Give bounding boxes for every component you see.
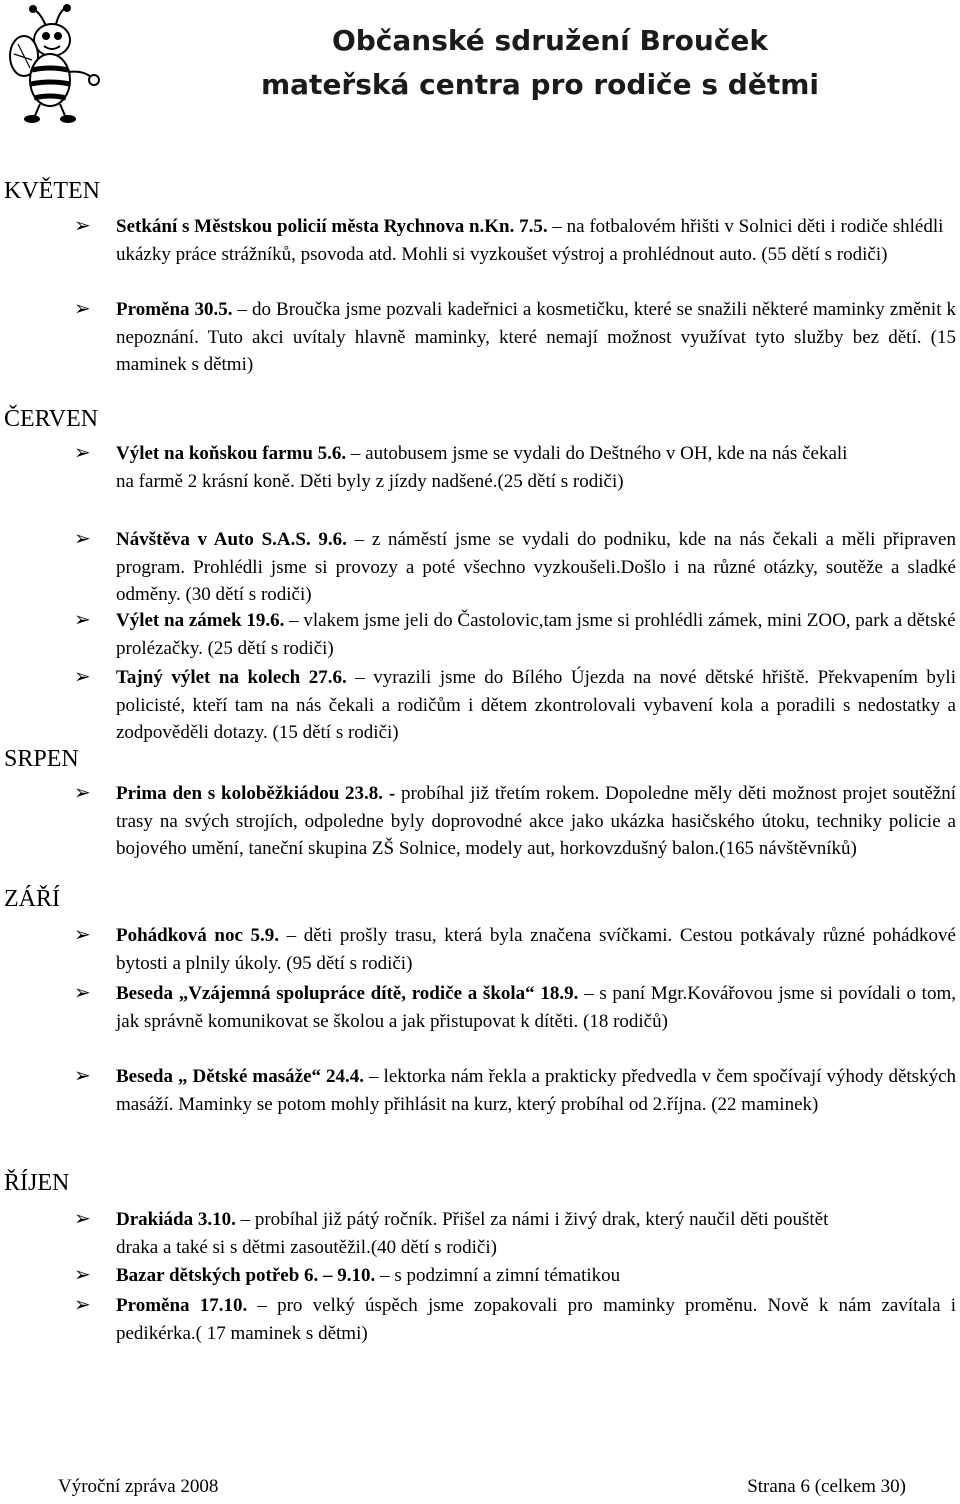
arrow-bullet-icon: ➢	[74, 607, 91, 631]
arrow-bullet-icon: ➢	[74, 1206, 91, 1230]
item-text: Proměna 17.10. – pro velký úspěch jsme zopakovali pro maminky proměnu. Nově k nám zavítala i pedikérka.( 17 maminek s dětmi)	[116, 1295, 956, 1344]
arrow-bullet-icon: ➢	[74, 440, 91, 464]
item-text: Setkání s Městskou policií města Rychnova n.Kn. 7.5. – na fotbalovém hřišti v Solnici děti i rodiče shlédli ukázky práce strážníků, psovoda atd. Mohli si vyzkoušet výstroj a prohlédnout auto. (55 dětí s rodiči)	[116, 216, 944, 265]
arrow-bullet-icon: ➢	[74, 980, 91, 1004]
arrow-bullet-icon: ➢	[74, 213, 91, 237]
arrow-bullet-icon: ➢	[74, 780, 91, 804]
arrow-bullet-icon: ➢	[74, 1292, 91, 1316]
month-heading-august: SRPEN	[4, 746, 79, 772]
item-text: Beseda „Vzájemná spolupráce dítě, rodiče a škola“ 18.9. – s paní Mgr.Kovářovou jsme si povídali o tom, jak správně komunikovat se školou a jak přistupovat k dítěti. (18 rodičů)	[116, 983, 956, 1032]
header-subtitle: mateřská centra pro rodiče s dětmi	[260, 68, 819, 101]
arrow-bullet-icon: ➢	[74, 1063, 91, 1087]
footer-report-title: Výroční zpráva 2008	[58, 1476, 219, 1497]
item-text: Návštěva v Auto S.A.S. 9.6. – z náměstí jsme se vydali do podniku, kde na nás čekali a měli připraven program. Prohlédli jsme si provozy a poté všechno vyzkoušeli.Došlo i na různé otázky, soutěže a sladké odměny. (30 dětí s rodiči)	[116, 529, 956, 605]
item-text: Výlet na zámek 19.6. – vlakem jsme jeli do Častolovic,tam jsme si prohlédli zámek, mini ZOO, park a dětské prolézačky. (25 dětí s rodiči)	[116, 610, 956, 659]
month-heading-may: KVĚTEN	[4, 178, 100, 204]
month-heading-june: ČERVEN	[4, 406, 99, 432]
month-heading-october: ŘÍJEN	[4, 1170, 70, 1196]
arrow-bullet-icon: ➢	[74, 1262, 91, 1286]
bee-logo	[4, 4, 114, 124]
item-text: Proměna 30.5. – do Broučka jsme pozvali kadeřnici a kosmetičku, které se snažili některé maminky změnit k nepoznání. Tuto akci uvítaly hlavně maminky, které nemají možnost využívat tyto služby bez dětí. (15 maminek s dětmi)	[116, 299, 956, 375]
item-text: Prima den s koloběžkiádou 23.8. - probíhal již třetím rokem. Dopoledne měly děti možnost projet soutěžní trasy na svých strojích, odpoledne byly doprovodné akce jako ukázka hasičského útoku, techniky policie a bojového umění, taneční skupina ZŠ Solnice, modely aut, horkovzdušný balon.(165 návštěvníků)	[116, 783, 956, 859]
item-text: Tajný výlet na kolech 27.6. – vyrazili jsme do Bílého Újezda na nové dětské hřiště. Překvapením byli policisté, kteří tam na nás čekali a rodičům i dětem zkontrolovali vybavení kola a poradili s nedostatky a zodpověděli dotazy. (15 dětí s rodiči)	[116, 667, 956, 743]
item-text: Výlet na koňskou farmu 5.6. – autobusem jsme se vydali do Deštného v OH, kde na nás čekali na farmě 2 krásní koně. Děti byly z jízdy nadšené.(25 dětí s rodiči)	[116, 443, 848, 492]
month-heading-september: ZÁŘÍ	[4, 886, 60, 912]
arrow-bullet-icon: ➢	[74, 922, 91, 946]
item-text: Bazar dětských potřeb 6. – 9.10. – s podzimní a zimní tématikou	[116, 1265, 621, 1286]
item-text: Drakiáda 3.10. – probíhal již pátý ročník. Přišel za námi i živý drak, který naučil děti pouštět draka a také si s dětmi zasoutěžil.(40 dětí s rodiči)	[116, 1209, 829, 1258]
item-text: Beseda „ Dětské masáže“ 24.4. – lektorka nám řekla a prakticky předvedla v čem spočívají výhody dětských masáží. Maminky se potom mohly přihlásit na kurz, který probíhal od 2.října. (22 maminek)	[116, 1066, 957, 1115]
header-title: Občanské sdružení Brouček	[331, 24, 769, 57]
arrow-bullet-icon: ➢	[74, 664, 91, 688]
arrow-bullet-icon: ➢	[74, 296, 91, 320]
item-text: Pohádková noc 5.9. – děti prošly trasu, která byla značena svíčkami. Cestou potkávaly různé pohádkové bytosti a plnily úkoly. (95 dětí s rodiči)	[116, 925, 956, 974]
arrow-bullet-icon: ➢	[74, 526, 91, 550]
footer-page-number: Strana 6 (celkem 30)	[747, 1476, 906, 1497]
